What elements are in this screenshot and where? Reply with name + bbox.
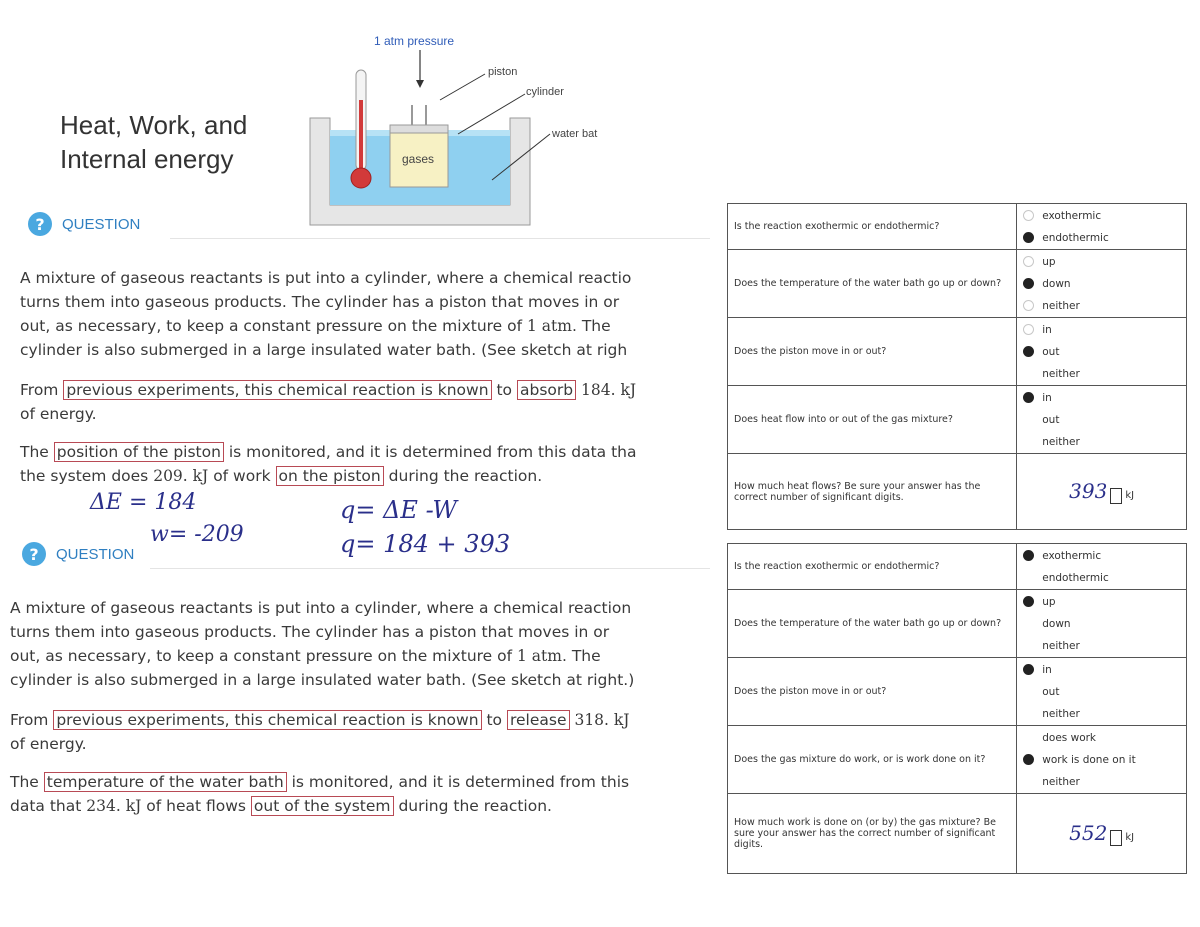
answer-cell bbox=[1017, 454, 1187, 530]
radio-selected-icon bbox=[1023, 754, 1034, 765]
q2-highlight-box: temperature of the water bath bbox=[44, 772, 287, 792]
q2-line-2: turns them into gaseous products. The cylinder has a piston that moves in or bbox=[10, 623, 610, 641]
q2-line-1: A mixture of gaseous reactants is put into a cylinder, where a chemical reaction bbox=[10, 599, 632, 617]
pressure-label: 1 atm pressure bbox=[374, 34, 455, 48]
radio-option[interactable]: neither bbox=[1023, 431, 1180, 453]
radio-option[interactable]: down bbox=[1023, 273, 1180, 295]
q1-line-4: cylinder is also submerged in a large insulated water bath. (See sketch at righ bbox=[20, 341, 628, 359]
row-question: How much work is done on (or by) the gas mixture? Be sure your answer has the correct number of significant digits. bbox=[728, 794, 1017, 874]
row-question: Does the temperature of the water bath go up or down? bbox=[728, 590, 1017, 658]
radio-option[interactable]: up bbox=[1023, 591, 1180, 613]
q2-highlight-box: release bbox=[507, 710, 570, 730]
row-options bbox=[1017, 386, 1187, 454]
radio-selected-icon bbox=[1023, 392, 1034, 403]
question-2-heading bbox=[22, 542, 134, 566]
q2-line-3: out, as necessary, to keep a constant pressure on the mixture of 1 atm. The bbox=[10, 647, 601, 665]
row-options bbox=[1017, 590, 1187, 658]
row-question: Does the gas mixture do work, or is work done on it? bbox=[728, 726, 1017, 794]
pressure-arrow-icon bbox=[416, 50, 424, 88]
radio-empty-icon bbox=[1023, 732, 1034, 743]
radio-option[interactable]: endothermic bbox=[1023, 227, 1180, 249]
radio-empty-icon bbox=[1023, 368, 1034, 379]
radio-option[interactable]: in bbox=[1023, 659, 1180, 681]
answer-input[interactable]: 552 bbox=[1069, 821, 1108, 846]
row-options bbox=[1017, 658, 1187, 726]
question-2-energy: From previous experiments, this chemical reaction is known to release 318. kJ of energy. bbox=[10, 711, 630, 753]
radio-selected-icon bbox=[1023, 346, 1034, 357]
q2-highlight-box: out of the system bbox=[251, 796, 394, 816]
cylinder-label: cylinder bbox=[526, 86, 564, 98]
radio-empty-icon bbox=[1023, 686, 1034, 697]
radio-empty-icon bbox=[1023, 618, 1034, 629]
question-1-text bbox=[20, 266, 631, 362]
table-row bbox=[728, 726, 1187, 794]
answer-input[interactable]: 393 bbox=[1069, 479, 1108, 504]
divider bbox=[150, 568, 710, 569]
q2-line-4: cylinder is also submerged in a large insulated water bath. (See sketch at right.) bbox=[10, 671, 635, 689]
radio-option[interactable]: exothermic bbox=[1023, 545, 1180, 567]
piston-label: piston bbox=[488, 66, 518, 78]
radio-option[interactable]: up bbox=[1023, 251, 1180, 273]
q2-pressure-value: 1 atm bbox=[517, 647, 562, 665]
radio-empty-icon bbox=[1023, 776, 1034, 787]
q1-line-2: turns them into gaseous products. The cylinder has a piston that moves in or bbox=[20, 293, 620, 311]
q1-work-value: 209. kJ bbox=[153, 467, 209, 485]
divider bbox=[170, 238, 710, 239]
page-title bbox=[60, 108, 247, 176]
handwritten-delta-e: ΔE = 184 bbox=[90, 490, 197, 515]
row-question: Does the piston move in or out? bbox=[728, 318, 1017, 386]
water-bath-label: water bat bbox=[552, 128, 598, 140]
table-row bbox=[728, 204, 1187, 250]
radio-option[interactable]: does work bbox=[1023, 727, 1180, 749]
radio-selected-icon bbox=[1023, 596, 1034, 607]
radio-option[interactable]: exothermic bbox=[1023, 205, 1180, 227]
q1-energy-value: 184. kJ bbox=[581, 381, 637, 399]
handwritten-q-calc: q= 184 + 393 bbox=[340, 530, 511, 558]
radio-option[interactable]: neither bbox=[1023, 703, 1180, 725]
table-row bbox=[728, 454, 1187, 530]
row-question: Does the temperature of the water bath go up or down? bbox=[728, 250, 1017, 318]
page-title-line-2: Internal energy bbox=[60, 144, 234, 174]
table-row bbox=[728, 318, 1187, 386]
question-2-answer-table bbox=[727, 543, 1187, 874]
row-options bbox=[1017, 726, 1187, 794]
q1-highlight-box: position of the piston bbox=[54, 442, 224, 462]
answer-box-icon bbox=[1110, 830, 1122, 846]
table-row bbox=[728, 658, 1187, 726]
question-label: QUESTION bbox=[62, 215, 141, 233]
question-2-heat: The temperature of the water bath is monitored, and it is determined from this data that 234. kJ of heat flows out of the system during the reaction. bbox=[10, 773, 630, 815]
row-question: Does the piston move in or out? bbox=[728, 658, 1017, 726]
question-1-energy: From previous experiments, this chemical reaction is known to absorb 184. kJ of energy. bbox=[20, 381, 637, 423]
radio-option[interactable]: in bbox=[1023, 387, 1180, 409]
q2-highlight-box: previous experiments, this chemical reaction is known bbox=[53, 710, 481, 730]
table-row bbox=[728, 794, 1187, 874]
row-options bbox=[1017, 204, 1187, 250]
q1-highlight-box: previous experiments, this chemical reaction is known bbox=[63, 380, 491, 400]
handwritten-q-formula: q= ΔE -W bbox=[340, 496, 458, 524]
question-label: QUESTION bbox=[56, 545, 135, 563]
radio-option[interactable]: out bbox=[1023, 681, 1180, 703]
radio-option[interactable]: neither bbox=[1023, 295, 1180, 317]
row-question: Does heat flow into or out of the gas mixture? bbox=[728, 386, 1017, 454]
question-icon: ? bbox=[22, 542, 46, 566]
row-options bbox=[1017, 318, 1187, 386]
table-row bbox=[728, 544, 1187, 590]
answer-box-icon bbox=[1110, 488, 1122, 504]
radio-selected-icon bbox=[1023, 550, 1034, 561]
radio-empty-icon bbox=[1023, 210, 1034, 221]
radio-option[interactable]: neither bbox=[1023, 363, 1180, 385]
radio-empty-icon bbox=[1023, 300, 1034, 311]
row-options bbox=[1017, 544, 1187, 590]
radio-empty-icon bbox=[1023, 324, 1034, 335]
q1-line-1: A mixture of gaseous reactants is put into a cylinder, where a chemical reactio bbox=[20, 269, 632, 287]
radio-selected-icon bbox=[1023, 232, 1034, 243]
thermometer-icon bbox=[351, 70, 371, 188]
radio-option[interactable]: in bbox=[1023, 319, 1180, 341]
cylinder-icon bbox=[390, 105, 448, 187]
row-question: Is the reaction exothermic or endothermic? bbox=[728, 204, 1017, 250]
q1-line-3: out, as necessary, to keep a constant pressure on the mixture of 1 atm. The bbox=[20, 317, 611, 335]
radio-option[interactable]: down bbox=[1023, 613, 1180, 635]
radio-option[interactable]: neither bbox=[1023, 635, 1180, 657]
radio-empty-icon bbox=[1023, 640, 1034, 651]
radio-empty-icon bbox=[1023, 436, 1034, 447]
answer-unit: kJ bbox=[1125, 832, 1135, 844]
radio-empty-icon bbox=[1023, 414, 1034, 425]
question-icon: ? bbox=[28, 212, 52, 236]
question-1-work: The position of the piston is monitored, and it is determined from this data tha the system does 209. kJ of work on the piston during the reaction. bbox=[20, 443, 637, 485]
radio-empty-icon bbox=[1023, 572, 1034, 583]
q1-pressure-value: 1 atm bbox=[527, 317, 572, 335]
row-question: Is the reaction exothermic or endothermic? bbox=[728, 544, 1017, 590]
radio-option[interactable]: out bbox=[1023, 409, 1180, 431]
q1-highlight-box: on the piston bbox=[276, 466, 384, 486]
answer-cell bbox=[1017, 794, 1187, 874]
table-row bbox=[728, 386, 1187, 454]
radio-option[interactable]: out bbox=[1023, 341, 1180, 363]
gases-label: gases bbox=[402, 152, 435, 166]
apparatus-diagram bbox=[300, 30, 620, 240]
page-title-line-1: Heat, Work, and bbox=[60, 110, 248, 140]
radio-option[interactable]: work is done on it bbox=[1023, 749, 1180, 771]
row-question: How much heat flows? Be sure your answer has the correct number of significant digits. bbox=[728, 454, 1017, 530]
radio-option[interactable]: neither bbox=[1023, 771, 1180, 793]
row-options bbox=[1017, 250, 1187, 318]
question-1-answer-table bbox=[727, 203, 1187, 530]
q2-energy-value: 318. kJ bbox=[574, 711, 630, 729]
radio-selected-icon bbox=[1023, 664, 1034, 675]
radio-option[interactable]: endothermic bbox=[1023, 567, 1180, 589]
q2-heat-value: 234. kJ bbox=[86, 797, 142, 815]
table-row bbox=[728, 250, 1187, 318]
radio-empty-icon bbox=[1023, 708, 1034, 719]
q1-highlight-box: absorb bbox=[517, 380, 576, 400]
radio-selected-icon bbox=[1023, 278, 1034, 289]
handwritten-w: w= -209 bbox=[150, 522, 244, 547]
question-1-heading bbox=[28, 212, 140, 236]
answer-unit: kJ bbox=[1125, 490, 1135, 502]
table-row bbox=[728, 590, 1187, 658]
question-2-text bbox=[10, 596, 634, 692]
radio-empty-icon bbox=[1023, 256, 1034, 267]
